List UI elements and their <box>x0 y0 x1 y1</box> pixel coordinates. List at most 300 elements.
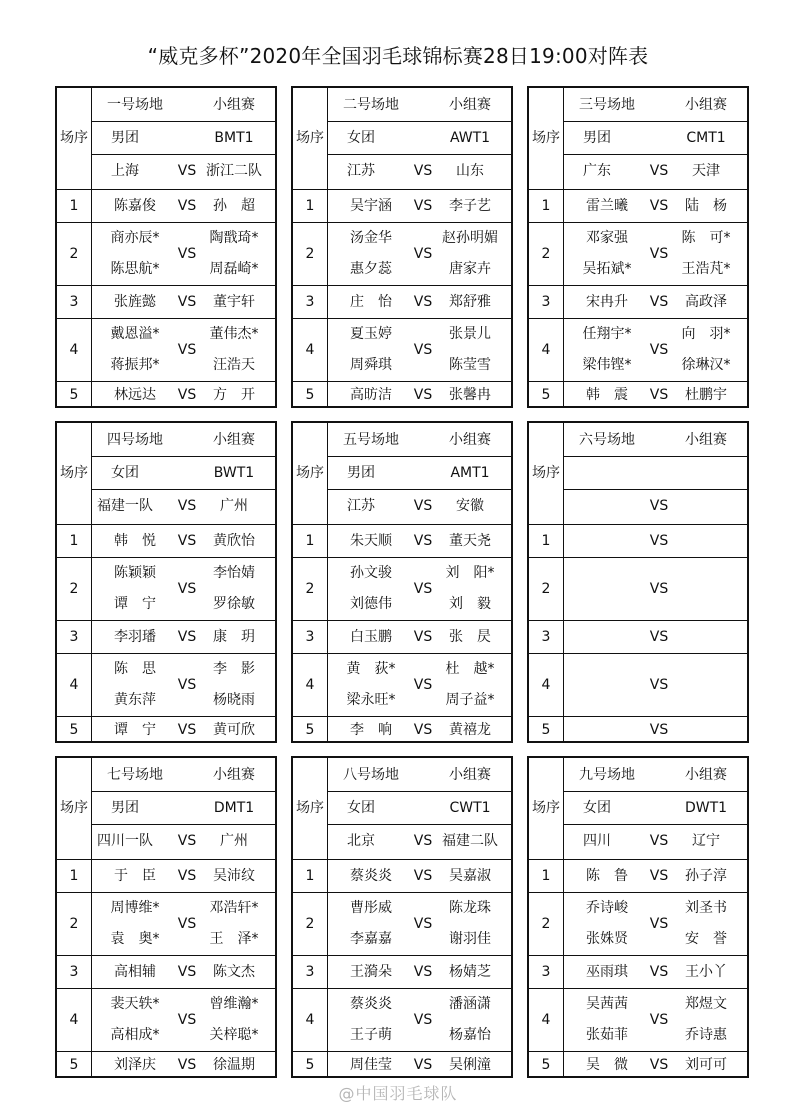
row-divider <box>563 824 747 825</box>
player-a: 李羽璠 <box>114 628 156 645</box>
court-table <box>291 756 513 1078</box>
vs-label: VS <box>649 341 669 358</box>
team-a: 广东 <box>583 163 611 179</box>
player-b: 安 誉 <box>685 931 727 947</box>
row-divider <box>529 381 747 382</box>
player-a: 王子萌 <box>350 1027 392 1043</box>
column-divider <box>91 423 92 741</box>
player-b: 孙 超 <box>213 197 255 214</box>
court-table <box>55 86 277 408</box>
stage-label: 小组赛 <box>685 767 727 783</box>
vs-label: VS <box>177 386 197 403</box>
vs-label: VS <box>177 245 197 262</box>
court-table <box>291 421 513 743</box>
match-number: 3 <box>305 293 315 310</box>
player-b: 王 泽* <box>209 931 259 947</box>
category-label: 女团 <box>347 800 375 816</box>
court-table <box>527 86 749 408</box>
vs-label: VS <box>413 532 433 549</box>
vs-label: VS <box>413 1056 433 1073</box>
column-divider <box>327 88 328 406</box>
player-b: 张馨冉 <box>449 386 491 403</box>
row-divider <box>293 955 511 956</box>
match-number: 4 <box>69 676 79 693</box>
player-b: 吴俐潼 <box>449 1056 491 1073</box>
player-a: 宋冉升 <box>586 293 628 310</box>
match-number: 5 <box>69 721 79 738</box>
row-divider <box>91 456 275 457</box>
player-a: 惠夕蕊 <box>350 261 392 277</box>
player-a: 裴天轶* <box>110 996 160 1012</box>
row-divider <box>293 189 511 190</box>
row-divider <box>91 791 275 792</box>
match-number: 2 <box>305 245 315 262</box>
row-divider <box>563 489 747 490</box>
player-a: 雷兰曦 <box>586 197 628 214</box>
row-divider <box>327 489 511 490</box>
player-a: 谭 宁 <box>114 596 156 612</box>
match-number: 1 <box>69 197 79 214</box>
match-number: 5 <box>541 721 551 738</box>
seq-header: 场序 <box>532 800 560 816</box>
player-a: 王漪朵 <box>350 963 392 980</box>
row-divider <box>529 955 747 956</box>
team-b: 广州 <box>220 833 248 849</box>
player-a: 商亦辰* <box>110 230 160 246</box>
row-divider <box>57 318 275 319</box>
team-a: 福建一队 <box>97 498 153 514</box>
player-b: 孙子淳 <box>685 867 727 884</box>
team-a: 四川 <box>583 833 611 849</box>
court-table <box>55 756 277 1078</box>
player-a: 张茹菲 <box>586 1027 628 1043</box>
row-divider <box>91 489 275 490</box>
group-label: CMT1 <box>686 130 726 146</box>
row-divider <box>529 859 747 860</box>
row-divider <box>57 620 275 621</box>
row-divider <box>327 824 511 825</box>
player-b: 高政泽 <box>685 293 727 310</box>
row-divider <box>293 524 511 525</box>
vs-label: VS <box>649 498 669 514</box>
category-label: 女团 <box>111 465 139 481</box>
player-b: 陈 可* <box>681 230 731 246</box>
vs-label: VS <box>413 721 433 738</box>
row-divider <box>529 285 747 286</box>
column-divider <box>563 423 564 741</box>
player-a: 陈 思 <box>114 661 156 677</box>
row-divider <box>563 121 747 122</box>
match-number: 2 <box>541 245 551 262</box>
team-b: 浙江二队 <box>206 163 262 179</box>
match-number: 2 <box>69 915 79 932</box>
player-a: 庄 怡 <box>350 293 392 310</box>
player-a: 邓家强 <box>586 230 628 246</box>
row-divider <box>529 318 747 319</box>
vs-label: VS <box>177 498 197 514</box>
team-b: 广州 <box>220 498 248 514</box>
row-divider <box>293 716 511 717</box>
court-table <box>527 756 749 1078</box>
player-b: 郑煜文 <box>685 996 727 1012</box>
stage-label: 小组赛 <box>449 767 491 783</box>
vs-label: VS <box>413 867 433 884</box>
match-number: 4 <box>305 1011 315 1028</box>
player-b: 刘 阳* <box>445 565 495 581</box>
player-a: 蒋振邦* <box>110 357 160 373</box>
vs-label: VS <box>649 386 669 403</box>
player-b: 杨婧芝 <box>449 963 491 980</box>
player-a: 于 臣 <box>114 867 156 884</box>
stage-label: 小组赛 <box>685 432 727 448</box>
match-number: 5 <box>69 1056 79 1073</box>
player-a: 任翔宇* <box>582 326 632 342</box>
player-b: 刘圣书 <box>685 900 727 916</box>
player-b: 方 开 <box>213 386 255 403</box>
vs-label: VS <box>649 197 669 214</box>
match-number: 2 <box>305 915 315 932</box>
vs-label: VS <box>413 498 433 514</box>
seq-header: 场序 <box>60 465 88 481</box>
vs-label: VS <box>413 676 433 693</box>
row-divider <box>529 988 747 989</box>
player-a: 陈颖颖 <box>114 565 156 581</box>
vs-label: VS <box>177 833 197 849</box>
player-a: 戴恩溢* <box>110 326 160 342</box>
stage-label: 小组赛 <box>213 767 255 783</box>
match-number: 1 <box>305 532 315 549</box>
player-a: 吴宇涵 <box>350 197 392 214</box>
player-b: 杜 越* <box>445 661 495 677</box>
row-divider <box>57 653 275 654</box>
seq-header: 场序 <box>296 465 324 481</box>
player-a: 吴茜茜 <box>586 996 628 1012</box>
player-b: 陈文杰 <box>213 963 255 980</box>
seq-header: 场序 <box>60 130 88 146</box>
match-number: 1 <box>541 197 551 214</box>
group-label: AWT1 <box>449 130 491 146</box>
player-b: 张景儿 <box>449 326 491 342</box>
row-divider <box>57 716 275 717</box>
seq-header: 场序 <box>60 800 88 816</box>
row-divider <box>293 620 511 621</box>
category-label: 男团 <box>111 130 139 146</box>
player-a: 陈 鲁 <box>586 867 628 884</box>
stage-label: 小组赛 <box>213 97 255 113</box>
venue-label: 五号场地 <box>343 432 399 448</box>
row-divider <box>529 524 747 525</box>
player-b: 董宇轩 <box>213 293 255 310</box>
vs-label: VS <box>413 628 433 645</box>
match-number: 5 <box>541 386 551 403</box>
match-number: 1 <box>541 867 551 884</box>
vs-label: VS <box>649 1011 669 1028</box>
player-b: 黄可欣 <box>213 721 255 738</box>
vs-label: VS <box>177 915 197 932</box>
match-number: 1 <box>69 867 79 884</box>
venue-label: 四号场地 <box>107 432 163 448</box>
vs-label: VS <box>413 341 433 358</box>
match-number: 4 <box>69 341 79 358</box>
match-number: 4 <box>305 676 315 693</box>
player-a: 韩 悦 <box>114 532 156 549</box>
vs-label: VS <box>177 1011 197 1028</box>
player-b: 潘涵潇 <box>449 996 491 1012</box>
player-b: 陈莹雪 <box>449 357 491 373</box>
vs-label: VS <box>649 163 669 179</box>
row-divider <box>293 653 511 654</box>
team-a: 江苏 <box>347 498 375 514</box>
vs-label: VS <box>177 341 197 358</box>
team-b: 山东 <box>456 163 484 179</box>
category-label: 男团 <box>347 465 375 481</box>
row-divider <box>57 189 275 190</box>
vs-label: VS <box>649 293 669 310</box>
venue-label: 六号场地 <box>579 432 635 448</box>
vs-label: VS <box>413 293 433 310</box>
player-b: 吴沛纹 <box>213 867 255 884</box>
team-b: 福建二队 <box>442 833 498 849</box>
player-b: 周子益* <box>445 692 495 708</box>
player-b: 乔诗惠 <box>685 1027 727 1043</box>
vs-label: VS <box>177 163 197 179</box>
watermark: @中国羽毛球队 <box>338 1084 458 1103</box>
player-a: 张姝贤 <box>586 931 628 947</box>
page-title: “威克多杯”2020年全国羽毛球锦标赛28日19:00对阵表 <box>147 44 649 68</box>
vs-label: VS <box>177 532 197 549</box>
player-b: 徐琳汉* <box>681 357 731 373</box>
match-number: 2 <box>69 580 79 597</box>
match-number: 4 <box>541 1011 551 1028</box>
vs-label: VS <box>649 676 669 693</box>
vs-label: VS <box>177 293 197 310</box>
row-divider <box>57 955 275 956</box>
row-divider <box>529 557 747 558</box>
match-number: 1 <box>541 532 551 549</box>
player-b: 康 玥 <box>213 628 255 645</box>
venue-label: 一号场地 <box>107 97 163 113</box>
match-number: 2 <box>305 580 315 597</box>
team-b: 天津 <box>692 163 720 179</box>
match-number: 3 <box>305 963 315 980</box>
match-number: 1 <box>69 532 79 549</box>
group-label: AMT1 <box>450 465 490 481</box>
row-divider <box>327 791 511 792</box>
player-a: 高相成* <box>110 1027 160 1043</box>
vs-label: VS <box>177 676 197 693</box>
vs-label: VS <box>177 867 197 884</box>
row-divider <box>293 557 511 558</box>
player-a: 陈思航* <box>110 261 160 277</box>
match-number: 1 <box>305 197 315 214</box>
vs-label: VS <box>177 963 197 980</box>
player-a: 梁伟铿* <box>582 357 632 373</box>
player-a: 李 响 <box>350 721 392 738</box>
category-label: 男团 <box>111 800 139 816</box>
group-label: BMT1 <box>214 130 254 146</box>
player-b: 刘可可 <box>685 1056 727 1073</box>
vs-label: VS <box>649 532 669 549</box>
player-a: 白玉鹏 <box>350 628 392 645</box>
row-divider <box>529 653 747 654</box>
court-table <box>55 421 277 743</box>
vs-label: VS <box>649 1056 669 1073</box>
row-divider <box>91 154 275 155</box>
group-label: BWT1 <box>213 465 255 481</box>
row-divider <box>563 791 747 792</box>
category-label: 女团 <box>347 130 375 146</box>
row-divider <box>327 154 511 155</box>
player-b: 汪浩天 <box>213 357 255 373</box>
row-divider <box>529 1051 747 1052</box>
player-a: 李嘉嘉 <box>350 931 392 947</box>
stage-label: 小组赛 <box>213 432 255 448</box>
group-label: DWT1 <box>684 800 728 816</box>
row-divider <box>529 620 747 621</box>
stage-label: 小组赛 <box>685 97 727 113</box>
player-a: 孙文骏 <box>350 565 392 581</box>
court-table <box>291 86 513 408</box>
vs-label: VS <box>413 580 433 597</box>
player-a: 陈嘉俊 <box>114 197 156 214</box>
row-divider <box>529 189 747 190</box>
player-a: 吴 微 <box>586 1056 628 1073</box>
player-a: 夏玉婷 <box>350 326 392 342</box>
vs-label: VS <box>177 628 197 645</box>
player-b: 关梓聪* <box>209 1027 259 1043</box>
match-number: 3 <box>305 628 315 645</box>
player-b: 向 羽* <box>681 326 731 342</box>
player-a: 周佳莹 <box>350 1056 392 1073</box>
row-divider <box>293 318 511 319</box>
player-b: 杜鹏宇 <box>685 386 727 403</box>
match-number: 5 <box>305 386 315 403</box>
player-b: 刘 毅 <box>449 596 491 612</box>
vs-label: VS <box>413 915 433 932</box>
row-divider <box>293 285 511 286</box>
player-a: 高相辅 <box>114 963 156 980</box>
team-a: 江苏 <box>347 163 375 179</box>
row-divider <box>57 557 275 558</box>
row-divider <box>327 121 511 122</box>
vs-label: VS <box>413 197 433 214</box>
vs-label: VS <box>413 1011 433 1028</box>
player-b: 吴嘉淑 <box>449 867 491 884</box>
player-b: 邓浩轩* <box>209 900 259 916</box>
vs-label: VS <box>413 963 433 980</box>
column-divider <box>563 88 564 406</box>
team-b: 安徽 <box>456 498 484 514</box>
player-b: 王小丫 <box>685 963 727 980</box>
player-b: 董伟杰* <box>209 326 259 342</box>
vs-label: VS <box>413 833 433 849</box>
seq-header: 场序 <box>296 800 324 816</box>
venue-label: 七号场地 <box>107 767 163 783</box>
row-divider <box>327 456 511 457</box>
player-a: 袁 奥* <box>110 931 160 947</box>
match-number: 5 <box>69 386 79 403</box>
match-number: 4 <box>69 1011 79 1028</box>
match-number: 5 <box>541 1056 551 1073</box>
player-a: 林远达 <box>114 386 156 403</box>
group-label: DMT1 <box>213 800 255 816</box>
vs-label: VS <box>413 163 433 179</box>
row-divider <box>57 524 275 525</box>
column-divider <box>563 758 564 1076</box>
vs-label: VS <box>177 721 197 738</box>
match-number: 5 <box>305 721 315 738</box>
match-number: 4 <box>305 341 315 358</box>
match-number: 3 <box>541 628 551 645</box>
player-a: 高昉洁 <box>350 386 392 403</box>
player-a: 蔡炎炎 <box>350 867 392 884</box>
venue-label: 八号场地 <box>343 767 399 783</box>
category-label: 男团 <box>583 130 611 146</box>
player-b: 曾维瀚* <box>209 996 259 1012</box>
player-b: 李怡婧 <box>213 565 255 581</box>
player-a: 刘泽庆 <box>114 1056 156 1073</box>
match-number: 3 <box>69 963 79 980</box>
player-b: 谢羽佳 <box>449 931 491 947</box>
player-a: 汤金华 <box>350 230 392 246</box>
team-a: 北京 <box>347 833 375 849</box>
player-a: 梁永旺* <box>346 692 396 708</box>
player-a: 曹彤威 <box>350 900 392 916</box>
match-number: 4 <box>541 341 551 358</box>
seq-header: 场序 <box>532 465 560 481</box>
match-number: 4 <box>541 676 551 693</box>
row-divider <box>563 456 747 457</box>
stage-label: 小组赛 <box>449 432 491 448</box>
player-b: 李子艺 <box>449 197 491 214</box>
row-divider <box>293 988 511 989</box>
vs-label: VS <box>177 580 197 597</box>
match-number: 2 <box>69 245 79 262</box>
column-divider <box>91 88 92 406</box>
row-divider <box>57 1051 275 1052</box>
row-divider <box>91 824 275 825</box>
player-a: 朱天顺 <box>350 532 392 549</box>
row-divider <box>293 859 511 860</box>
match-number: 3 <box>541 293 551 310</box>
seq-header: 场序 <box>532 130 560 146</box>
vs-label: VS <box>413 386 433 403</box>
player-a: 韩 震 <box>586 386 628 403</box>
player-b: 郑舒雅 <box>449 293 491 310</box>
column-divider <box>327 423 328 741</box>
row-divider <box>529 716 747 717</box>
row-divider <box>293 892 511 893</box>
row-divider <box>529 222 747 223</box>
court-table <box>527 421 749 743</box>
vs-label: VS <box>177 1056 197 1073</box>
vs-label: VS <box>649 721 669 738</box>
player-b: 陆 杨 <box>685 197 727 214</box>
player-a: 蔡炎炎 <box>350 996 392 1012</box>
row-divider <box>57 892 275 893</box>
row-divider <box>57 381 275 382</box>
player-a: 乔诗峻 <box>586 900 628 916</box>
row-divider <box>57 988 275 989</box>
row-divider <box>57 859 275 860</box>
vs-label: VS <box>649 245 669 262</box>
match-number: 5 <box>305 1056 315 1073</box>
row-divider <box>57 222 275 223</box>
vs-label: VS <box>649 867 669 884</box>
player-a: 刘德伟 <box>350 596 392 612</box>
team-b: 辽宁 <box>692 833 720 849</box>
player-b: 张 昃 <box>449 628 491 645</box>
